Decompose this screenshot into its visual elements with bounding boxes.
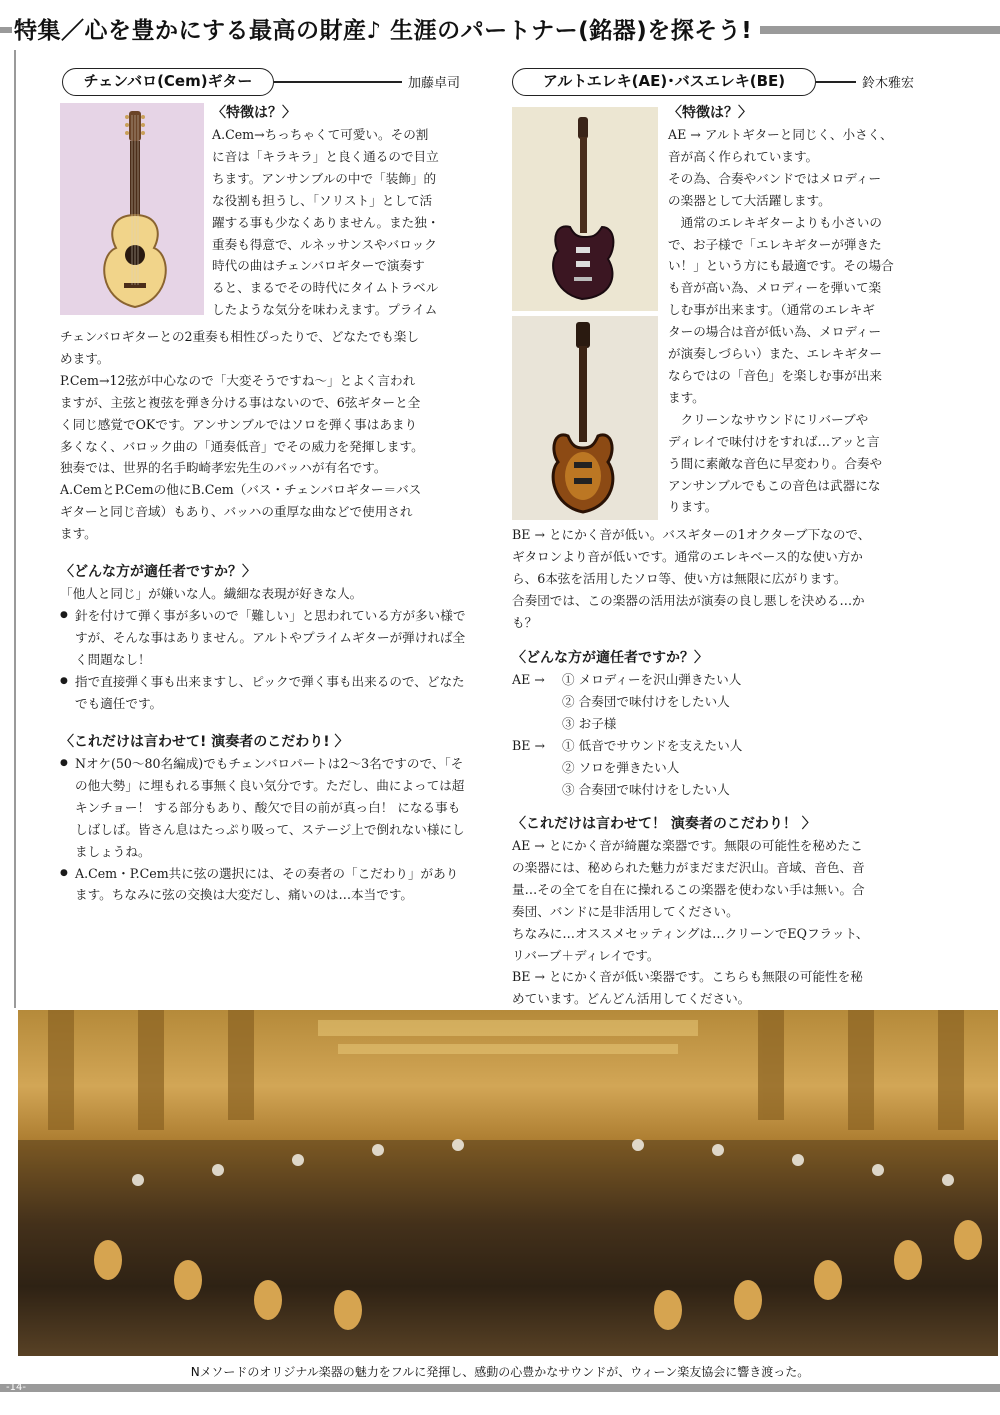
- text-line: チェンバロギターとの2重奏も相性ぴったりで、どなたでも楽し: [60, 329, 419, 344]
- text-line: う間に素敵な音色に早変わり。合奏や: [668, 455, 883, 471]
- text-line: ると、まるでその時代にタイムトラベル: [212, 280, 439, 296]
- left-who-bullet: ● 針を付けて弾く事が多いので「難しい」と思われている方が多い様ですが、そんな事はありません。アルトやプライムギターが弾ければ全く問題なし！: [60, 605, 470, 671]
- text-line: したような気分を味わえます。プライム: [212, 302, 438, 318]
- left-kodawari-heading: 〈これだけは言わせて! 演奏者のこだわり! 〉: [60, 734, 349, 750]
- text-line: 合奏団では、この楽器の活用法が演奏の良し悪しを決める…か: [512, 592, 865, 608]
- text-line: く同じ感覚でOKです。アンサンブルではソロを弾く事はあまり: [60, 416, 418, 432]
- right-who-heading: 〈どんな方が適任者ですか？〉: [512, 650, 708, 666]
- header-bar: [0, 27, 12, 33]
- right-section-title: アルトエレキ(AE)･バスエレキ(BE): [512, 68, 816, 96]
- text-line: BE → とにかく音が低い。バスギターの1オクターブ下なので、: [512, 527, 871, 542]
- footer-bar: [0, 1384, 1000, 1392]
- right-kodawari-heading: 〈これだけは言わせて！ 演奏者のこだわり！ 〉: [512, 816, 816, 832]
- header-rule: [760, 26, 1000, 34]
- text-line: ります。: [668, 499, 718, 515]
- list-item: BE → ① 低音でサウンドを支えたい人: [512, 737, 743, 753]
- text-line: い！」という方にも最適です。その場合: [668, 258, 894, 274]
- left-features-body: [60, 326, 470, 545]
- page-header: [0, 10, 1000, 46]
- text-line: も？: [512, 614, 538, 630]
- alto-electric-guitar-photo: [512, 107, 658, 311]
- list-item: ② ソロを弾きたい人: [562, 759, 680, 775]
- list-item: ③ 合奏団で味付けをしたい人: [562, 781, 730, 797]
- left-kodawari-bullet: ● Nオケ(50〜80名編成)でもチェンバロパートは2〜3名ですので、「その他大勢」に埋もれる事無く良い気分です。ただし、曲によっては超キンチョー！ する部分もあり、酸欠で目の前が真っ白！ になる事もしばしば。皆さん息はたっぷり吸って、ステージ上で倒れない様にしましょうね。: [60, 753, 470, 863]
- text-line: AE → とにかく音が綺麗な楽器です。無限の可能性を秘めたこ: [512, 838, 863, 853]
- left-kodawari-section: [60, 732, 470, 906]
- text-line: ならではの「音色」を楽しむ事が出来: [668, 367, 882, 383]
- text-line: ちます。アンサンブルの中で「装飾」的: [212, 170, 437, 186]
- text-line: しむ事が出来ます。（通常のエレキギ: [668, 302, 875, 318]
- right-features-top: [668, 103, 922, 518]
- left-title-rule: [274, 81, 402, 83]
- text-line: ターの場合は音が低い為、メロディー: [668, 324, 882, 340]
- list-item: AE → ① メロディーを沢山弾きたい人: [512, 672, 742, 687]
- text-line: ます。: [668, 389, 705, 405]
- right-author: 鈴木雅宏: [862, 76, 915, 91]
- bass-electric-guitar-photo: [512, 316, 658, 520]
- page-title: 特集／心を豊かにする最高の財産♪ 生涯のパートナー(銘器)を探そう!: [14, 18, 753, 44]
- cembalo-guitar-photo: [60, 103, 204, 315]
- photo-caption: Nメソードのオリジナル楽器の魅力をフルに発揮し、感動の心豊かなサウンドが、ウィーン楽友協会に響き渡った。: [190, 1365, 810, 1379]
- left-features-top: [212, 103, 468, 321]
- right-kodawari-section: [512, 814, 926, 1010]
- text-line: リバーブ＋ディレイです。: [512, 947, 660, 963]
- left-features-heading: 〈特徴は？〉: [212, 105, 296, 121]
- left-who-intro: 「他人と同じ」が嫌いな人。繊細な表現が好きな人。: [60, 586, 363, 601]
- orchestra-concert-photo: [18, 1010, 998, 1356]
- text-line: 多くなく、バロック曲の「通奏低音」でその威力を発揮します。: [60, 438, 424, 454]
- text-line: A.Cem→ちっちゃくて可愛い。その割: [212, 127, 429, 142]
- text-line: A.CemとP.Cemの他にB.Cem（バス・チェンバロギター＝バス: [60, 482, 422, 498]
- right-who-section: [512, 648, 926, 800]
- left-kodawari-bullet: ● A.Cem・P.Cem共に弦の選択には、その奏者の「こだわり」があります。ちなみに弦の交換は大変だし、痛いのは…本当です。: [60, 863, 470, 907]
- text-line: ます。: [60, 526, 97, 542]
- text-line: 時代の曲はチェンバロギターで演奏す: [212, 258, 425, 274]
- text-line: が演奏しづらい）また、エレキギター: [668, 346, 882, 362]
- page-number: -14-: [6, 1382, 26, 1393]
- text-line: アンサンブルでもこの音色は武器にな: [668, 477, 881, 493]
- text-line: P.Cem→12弦が中心なので「大変そうですね～」とよく言われ: [60, 372, 416, 388]
- text-line: の楽器として大活躍します。: [668, 192, 831, 208]
- text-line: ギターと同じ音域）もあり、バッハの重厚な曲などで使用され: [60, 504, 413, 520]
- text-line: 通常のエレキギターよりも小さいの: [668, 214, 882, 230]
- text-line: で、お子様で「エレキギターが弾きた: [668, 236, 882, 252]
- list-item: ② 合奏団で味付けをしたい人: [562, 693, 730, 709]
- text-line: クリーンなサウンドにリバーブや: [668, 411, 869, 427]
- left-who-section: [60, 562, 470, 714]
- text-line: 量…その全てを自在に操れるこの楽器を使わない手は無い。合: [512, 881, 865, 897]
- text-line: めます。: [60, 350, 110, 366]
- text-line: に音は「キラキラ」と良く通るので目立: [212, 148, 439, 164]
- left-who-heading: 〈どんな方が適任者ですか？〉: [60, 564, 256, 580]
- right-title-rule: [816, 81, 856, 83]
- left-margin-line: [14, 50, 16, 1008]
- text-line: も音が高い為、メロディーを弾いて楽: [668, 280, 882, 296]
- text-line: 独奏では、世界的名手畇崎孝宏先生のバッハが有名です。: [60, 460, 387, 476]
- text-line: BE → とにかく音が低い楽器です。こちらも無限の可能性を秘: [512, 969, 863, 985]
- text-line: その為、合奏やバンドではメロディー: [668, 170, 882, 186]
- text-line: 重奏も得意で、ルネッサンスやバロック: [212, 236, 437, 252]
- text-line: めています。どんどん活用してください。: [512, 991, 751, 1007]
- right-features-heading: 〈特徴は？〉: [668, 105, 752, 121]
- text-line: 奏団、バンドに是非活用してください。: [512, 903, 739, 919]
- left-author: 加藤卓司: [408, 76, 461, 91]
- text-line: ギタロンより音が低いです。通常のエレキベース的な使い方か: [512, 548, 863, 564]
- text-line: 音が高く作られています。: [668, 148, 819, 164]
- text-line: な役割も担うし、「ソリスト」として活: [212, 192, 433, 208]
- text-line: 躍する事も少なくありません。また独・: [212, 214, 440, 230]
- right-features-body: [512, 524, 926, 634]
- left-who-bullet: ● 指で直接弾く事も出来ますし、ピックで弾く事も出来るので、どなたでも適任です。: [60, 671, 470, 715]
- text-line: ちなみに…オススメセッティングは…クリーンでEQフラット、: [512, 925, 869, 941]
- text-line: の楽器には、秘められた魅力がまだまだ沢山。音域、音色、音: [512, 859, 865, 875]
- left-section-title: チェンバロ(Cem)ギター: [62, 68, 274, 96]
- text-line: ますが、主弦と複弦を弾き分ける事はないので、6弦ギターと全: [60, 394, 421, 410]
- text-line: ら、6本弦を活用したソロ等、使い方は無限に広がります。: [512, 570, 847, 586]
- list-item: ③ お子様: [562, 715, 617, 731]
- text-line: AE → アルトギターと同じく、小さく、: [668, 127, 893, 142]
- text-line: ディレイで味付けをすれば…アッと言: [668, 433, 880, 449]
